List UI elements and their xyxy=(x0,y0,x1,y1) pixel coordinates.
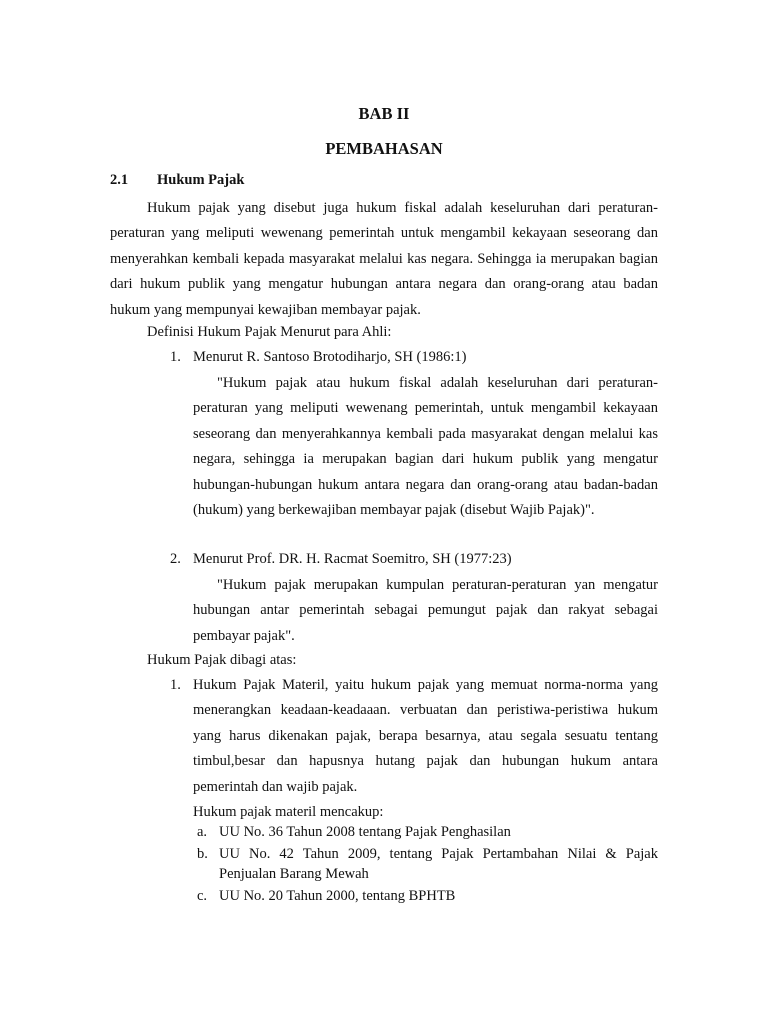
section-number: 2.1 xyxy=(110,172,129,188)
covers-item-text: UU No. 36 Tahun 2008 tentang Pajak Penghasilan xyxy=(219,824,511,840)
covers-item-text: UU No. 20 Tahun 2000, tentang BPHTB xyxy=(219,888,456,904)
chapter-title: PEMBAHASAN xyxy=(325,139,443,158)
division-intro: Hukum Pajak dibagi atas: xyxy=(147,652,297,668)
intro-paragraph: Hukum pajak yang disebut juga hukum fiskal adalah keseluruhan dari peraturan-peraturan yang meliputi wewenang pemerintah untuk mengambil kekayaan seseorang dan menyerahkan kembali kepada masyarakat melalui kas negara. Sehingga ia merupakan bagian dari hukum publik yang mengatur hubungan antara negara dan orang-orang atau badan hukum yang mempunyai kewajiban membayar pajak. xyxy=(110,200,658,318)
covers-intro: Hukum pajak materil mencakup: xyxy=(193,804,384,820)
definition-quote-2: "Hukum pajak merupakan kumpulan peraturan-peraturan yan mengatur hubungan antar pemerintah sebagai pemungut pajak dan rakyat sebagai pembayar pajak". xyxy=(193,577,658,644)
list-marker: b. xyxy=(197,846,208,862)
definition-author: Menurut Prof. DR. H. Racmat Soemitro, SH (1977:23) xyxy=(193,551,512,567)
section-title: Hukum Pajak xyxy=(157,172,245,188)
definitions-intro: Definisi Hukum Pajak Menurut para Ahli: xyxy=(147,324,392,340)
chapter-heading: BAB II xyxy=(358,104,410,123)
definition-quote-1: "Hukum pajak atau hukum fiskal adalah keseluruhan dari peraturan-peraturan yang meliputi wewenang pemerintah, untuk mengambil kekayaan seseorang dan menyerahkannya kembali pada masyarakat dengan melalui kas negara, sehingga ia merupakan bagian dari hukum publik yang mengatur hubungan-hubungan hukum antara negara dan orang-orang atau badan-badan (hukum) yang berkewajiban membayar pajak (disebut Wajib Pajak)". xyxy=(193,375,658,519)
list-marker: a. xyxy=(197,824,208,840)
list-marker: 1. xyxy=(170,349,181,365)
section-heading xyxy=(110,172,244,189)
covers-item-a xyxy=(197,822,658,842)
definition-author: Menurut R. Santoso Brotodiharjo, SH (1986:1) xyxy=(193,349,467,365)
covers-item-c xyxy=(197,886,658,906)
list-marker: c. xyxy=(197,888,208,904)
covers-item-text: UU No. 42 Tahun 2009, tentang Pajak Pertambahan Nilai & Pajak Penjualan Barang Mewah xyxy=(219,846,658,882)
covers-item-b xyxy=(197,844,658,884)
list-marker: 2. xyxy=(170,551,181,567)
list-marker: 1. xyxy=(170,677,181,693)
division-text-1: Hukum Pajak Materil, yaitu hukum pajak yang memuat norma-norma yang menerangkan keadaan-keadaaan. verbuatan dan peristiwa-peristiwa hukum yang harus dikenakan pajak, berapa besarnya, atau segala sesuatu tentang timbul,besar dan hapusnya hutang pajak dan hubungan hukum antara pemerintah dan wajib pajak. xyxy=(193,677,658,795)
